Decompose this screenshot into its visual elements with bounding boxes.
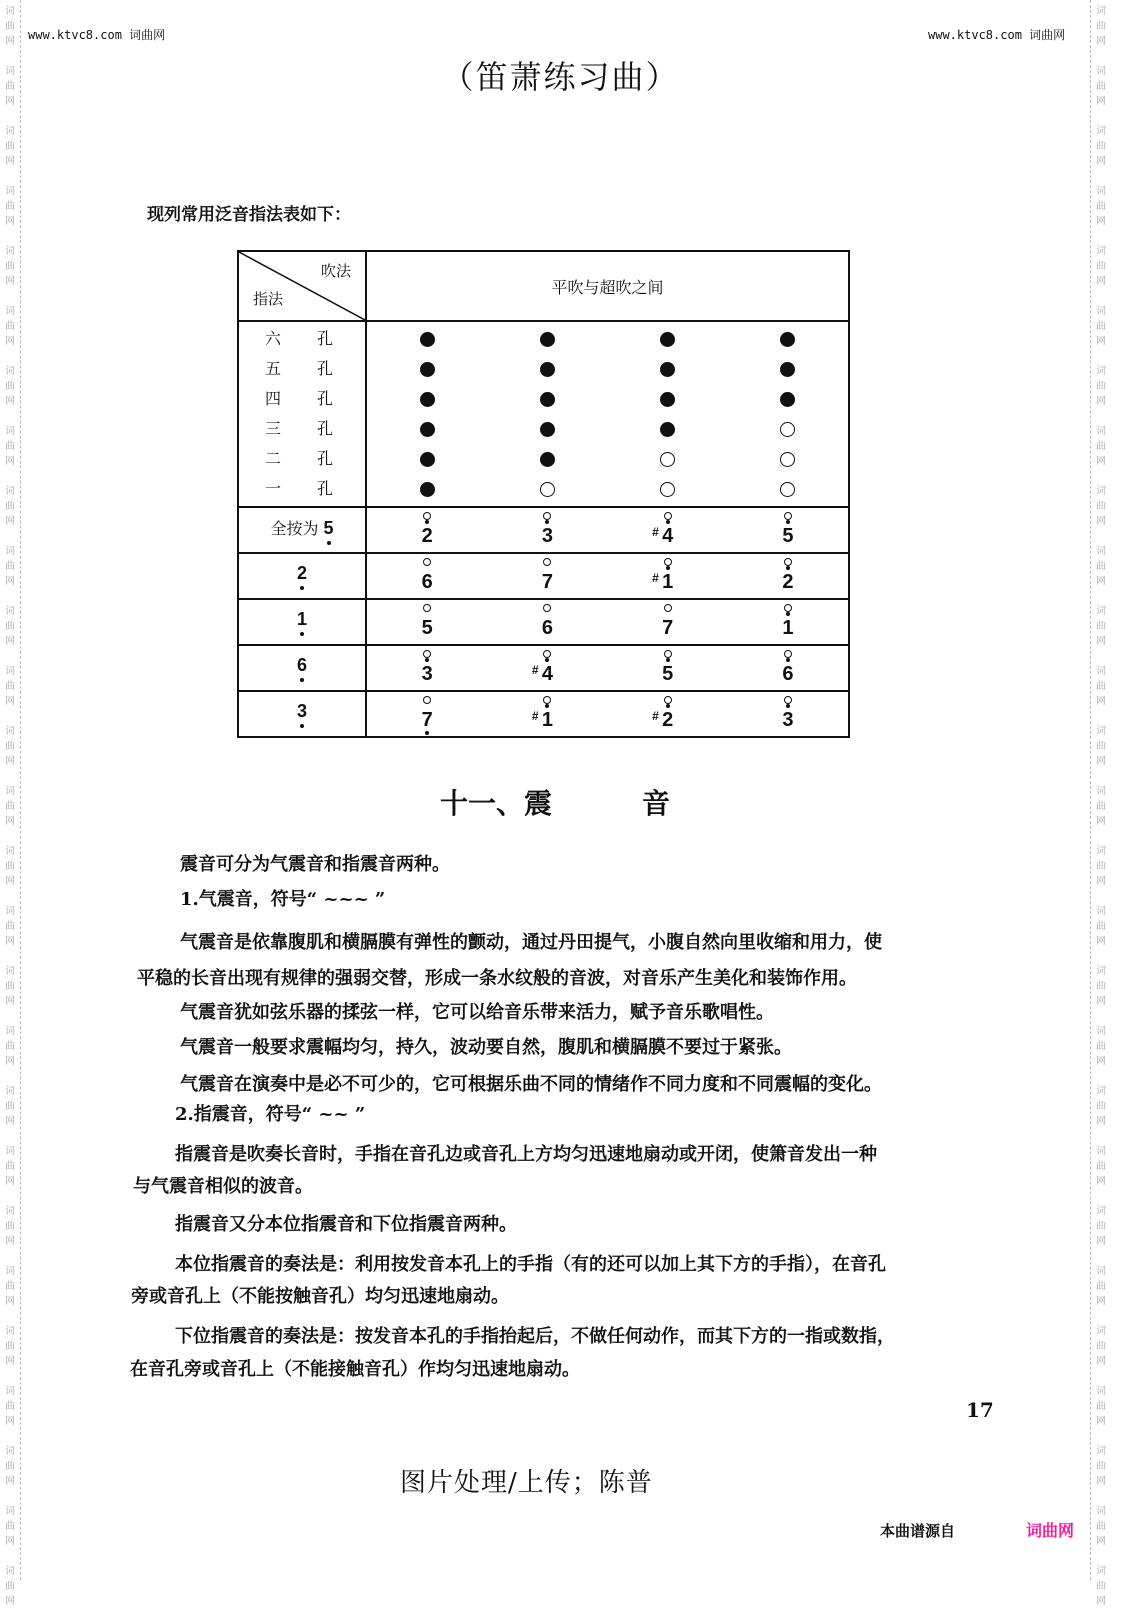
hole-suffix: 孔 xyxy=(316,449,333,468)
note-number: 2 xyxy=(421,525,433,547)
watermark-text: 词 曲 网 xyxy=(5,1086,15,1127)
harmonic-note xyxy=(487,692,607,736)
watermark-text: 词 曲 网 xyxy=(1096,546,1106,587)
open-hole-icon xyxy=(780,482,795,497)
hole-number: 六 xyxy=(265,329,282,348)
open-hole-icon xyxy=(660,452,675,467)
right-margin-watermark xyxy=(1090,0,1111,1607)
intro-text: 现列常用泛音指法表如下： xyxy=(147,205,351,225)
harmonic-note xyxy=(367,600,487,644)
credit-line: 图片处理/上传；陈普 xyxy=(400,1468,653,1498)
harmonic-circle-icon xyxy=(784,604,792,612)
watermark-text: 词 曲 网 xyxy=(5,246,15,287)
harmonic-note xyxy=(728,646,848,690)
hole-cell xyxy=(367,474,487,504)
harmonic-circle-icon xyxy=(423,696,431,704)
octave-dot-icon xyxy=(666,704,670,708)
harmonic-note xyxy=(487,646,607,690)
hole-cell xyxy=(608,354,728,384)
hole-suffix: 孔 xyxy=(316,479,333,498)
hole-label xyxy=(239,414,365,444)
watermark-text: 词 曲 网 xyxy=(5,1506,15,1547)
note-number: 3 xyxy=(421,663,433,685)
octave-dot-icon xyxy=(425,520,429,524)
note-number: 1 xyxy=(541,709,553,731)
label-note: 2 xyxy=(296,562,307,583)
paragraph-line: 与气震音相似的波音。 xyxy=(133,1176,313,1197)
watermark-text: 词 曲 网 xyxy=(1096,906,1106,947)
note-number: 7 xyxy=(541,571,553,593)
paragraph-line: 2.指震音，符号“ ~~ ” xyxy=(175,1104,366,1125)
open-hole-icon xyxy=(780,452,795,467)
hole-cell xyxy=(728,324,848,354)
watermark-text: 词 曲 网 xyxy=(5,126,15,167)
corner-top-label: 吹法 xyxy=(320,262,351,280)
watermark-text: 词 曲 网 xyxy=(1096,726,1106,767)
paragraph-line: 气震音在演奏中是必不可少的，它可根据乐曲不同的情绪作不同力度和不同震幅的变化。 xyxy=(180,1074,882,1095)
watermark-text: 词 曲 网 xyxy=(1096,1386,1106,1427)
note-number: 6 xyxy=(782,663,794,685)
harmonic-circle-icon xyxy=(423,650,431,658)
hole-suffix: 孔 xyxy=(316,329,333,348)
note-row xyxy=(238,645,849,691)
closed-hole-icon xyxy=(420,392,435,407)
harmonic-circle-icon xyxy=(543,512,551,520)
watermark-text: 词 曲 网 xyxy=(1096,426,1106,467)
hole-suffix: 孔 xyxy=(316,419,333,438)
note-number: 3 xyxy=(782,709,794,731)
closed-hole-icon xyxy=(540,362,555,377)
octave-dot-icon xyxy=(545,520,549,524)
note-row xyxy=(238,507,849,553)
octave-dot-icon xyxy=(786,704,790,708)
closed-hole-icon xyxy=(420,332,435,347)
watermark-text: 词 曲 网 xyxy=(5,1326,15,1367)
note-number: 5 xyxy=(421,617,433,639)
watermark-text: 词 曲 网 xyxy=(5,1026,15,1067)
harmonic-note xyxy=(728,692,848,736)
harmonic-circle-icon xyxy=(543,558,551,566)
watermark-text: 词 曲 网 xyxy=(5,846,15,887)
watermark-text: 词 曲 网 xyxy=(1096,1326,1106,1367)
hole-suffix: 孔 xyxy=(316,389,333,408)
source-label: 本曲谱源自 xyxy=(880,1522,956,1540)
hole-cell xyxy=(608,414,728,444)
closed-hole-icon xyxy=(660,332,675,347)
harmonic-note xyxy=(367,554,487,598)
hole-cell xyxy=(367,354,487,384)
paragraph-line: 本位指震音的奏法是：利用按发音本孔上的手指（有的还可以加上其下方的手指），在音孔 xyxy=(175,1254,886,1275)
hole-cell xyxy=(728,354,848,384)
hole-cell xyxy=(487,384,607,414)
fingering-label xyxy=(238,599,366,645)
watermark-text: 词 曲 网 xyxy=(1096,1506,1106,1547)
watermark-text: 词 曲 网 xyxy=(1096,6,1106,47)
harmonic-note xyxy=(367,646,487,690)
closed-hole-icon xyxy=(540,392,555,407)
octave-dot-icon xyxy=(300,678,304,682)
closed-hole-icon xyxy=(420,422,435,437)
paragraph-line: 气震音犹如弦乐器的揉弦一样，它可以给音乐带来活力，赋予音乐歌唱性。 xyxy=(180,1002,774,1023)
sharp-sign: # xyxy=(652,525,659,539)
harmonic-circle-icon xyxy=(543,604,551,612)
closed-hole-icon xyxy=(420,452,435,467)
note-number: 7 xyxy=(421,709,433,731)
label-note: 5 xyxy=(323,517,334,538)
harmonic-note xyxy=(487,554,607,598)
watermark-text: 词 曲 网 xyxy=(1096,1566,1106,1607)
watermark-text: 词 曲 网 xyxy=(1096,126,1106,167)
label-note: 6 xyxy=(296,654,307,675)
watermark-text: 词 曲 网 xyxy=(1096,246,1106,287)
octave-dot-icon xyxy=(545,704,549,708)
closed-hole-icon xyxy=(780,392,795,407)
section-heading xyxy=(440,782,760,822)
harmonic-note xyxy=(367,508,487,552)
hole-cell xyxy=(728,444,848,474)
watermark-text: 词 曲 网 xyxy=(1096,186,1106,227)
harmonic-circle-icon xyxy=(664,650,672,658)
harmonic-circle-icon xyxy=(784,558,792,566)
watermark-text: 词 曲 网 xyxy=(1096,1206,1106,1247)
watermark-text: 词 曲 网 xyxy=(1096,66,1106,107)
watermark-text: 词 曲 网 xyxy=(5,1206,15,1247)
harmonic-note xyxy=(367,692,487,736)
fingering-label xyxy=(238,507,366,553)
hole-cell xyxy=(487,324,607,354)
watermark-text: 词 曲 网 xyxy=(1096,786,1106,827)
harmonic-note xyxy=(608,508,728,552)
octave-dot-icon xyxy=(786,566,790,570)
harmonic-fingering-table xyxy=(237,250,850,738)
harmonic-circle-icon xyxy=(784,650,792,658)
page-title: （笛萧练习曲） xyxy=(441,58,680,96)
harmonic-circle-icon xyxy=(543,696,551,704)
watermark-text: 词 曲 网 xyxy=(1096,846,1106,887)
octave-dot-icon xyxy=(545,658,549,662)
section-number: 十一、震 xyxy=(440,787,553,820)
hole-number: 三 xyxy=(265,419,282,438)
closed-hole-icon xyxy=(540,422,555,437)
octave-dot-icon xyxy=(786,612,790,616)
hole-labels xyxy=(238,321,366,507)
watermark-text: 词 曲 网 xyxy=(1096,1146,1106,1187)
hole-cell xyxy=(367,414,487,444)
note-number: 3 xyxy=(541,525,553,547)
note-number: 5 xyxy=(782,525,794,547)
hole-label xyxy=(239,474,365,504)
watermark-text: 词 曲 网 xyxy=(5,1566,15,1607)
label-note: 3 xyxy=(296,700,307,721)
octave-dot-icon xyxy=(300,586,304,590)
note-number: 4 xyxy=(662,525,674,547)
hole-cell xyxy=(608,384,728,414)
watermark-text: 词 曲 网 xyxy=(5,546,15,587)
label-prefix: 全按为 xyxy=(270,518,319,538)
section-word: 音 xyxy=(642,787,671,820)
harmonic-circle-icon xyxy=(784,512,792,520)
watermark-text: 词 曲 网 xyxy=(5,906,15,947)
hole-number: 五 xyxy=(265,359,282,378)
sharp-sign: # xyxy=(652,571,659,585)
site-header-right: www.ktvc8.com 词曲网 xyxy=(928,28,1066,42)
harmonic-circle-icon xyxy=(664,604,672,612)
paragraph-line: 1.气震音，符号“ ~~~ ” xyxy=(180,889,386,910)
harmonic-note xyxy=(608,692,728,736)
paragraph-line: 平稳的长音出现有规律的强弱交替，形成一条水纹般的音波，对音乐产生美化和装饰作用。 xyxy=(137,968,857,989)
hole-cell xyxy=(487,354,607,384)
harmonic-circle-icon xyxy=(664,558,672,566)
page-number: 17 xyxy=(966,1398,994,1422)
closed-hole-icon xyxy=(540,452,555,467)
sharp-sign: # xyxy=(652,709,659,723)
octave-dot-icon xyxy=(300,724,304,728)
label-note: 1 xyxy=(296,608,307,629)
hole-cell xyxy=(608,444,728,474)
note-number: 7 xyxy=(662,617,674,639)
watermark-text: 词 曲 网 xyxy=(5,1266,15,1307)
closed-hole-icon xyxy=(660,362,675,377)
watermark-text: 词 曲 网 xyxy=(1096,1086,1106,1127)
open-hole-icon xyxy=(540,482,555,497)
hole-cell xyxy=(367,384,487,414)
octave-dot-icon xyxy=(425,658,429,662)
watermark-text: 词 曲 网 xyxy=(5,1446,15,1487)
hole-number: 二 xyxy=(265,449,282,468)
hole-cell xyxy=(487,414,607,444)
note-number: 1 xyxy=(782,617,794,639)
harmonic-circle-icon xyxy=(423,604,431,612)
sharp-sign: # xyxy=(531,709,539,723)
harmonic-note xyxy=(487,600,607,644)
hole-number: 四 xyxy=(265,389,282,408)
sharp-sign: # xyxy=(531,663,539,677)
hole-label xyxy=(239,324,365,354)
harmonic-note xyxy=(487,508,607,552)
paragraph-line: 旁或音孔上（不能按触音孔）均匀迅速地扇动。 xyxy=(131,1286,509,1307)
watermark-text: 词 曲 网 xyxy=(5,966,15,1007)
watermark-text: 词 曲 网 xyxy=(1096,1266,1106,1307)
open-hole-icon xyxy=(780,422,795,437)
octave-dot-icon xyxy=(666,520,670,524)
harmonic-circle-icon xyxy=(543,650,551,658)
watermark-text: 词 曲 网 xyxy=(5,6,15,47)
paragraph-line: 下位指震音的奏法是：按发音本孔的手指抬起后，不做任何动作，而其下方的一指或数指， xyxy=(175,1326,895,1347)
open-hole-icon xyxy=(660,482,675,497)
hole-cell xyxy=(608,324,728,354)
harmonic-circle-icon xyxy=(664,512,672,520)
harmonic-note xyxy=(608,554,728,598)
note-row xyxy=(238,553,849,599)
paragraph-line: 气震音是依靠腹肌和横膈膜有弹性的颤动，通过丹田提气，小腹自然向里收缩和用力，使 xyxy=(180,932,882,953)
watermark-text: 词 曲 网 xyxy=(1096,366,1106,407)
harmonic-note xyxy=(728,600,848,644)
left-margin-watermark xyxy=(0,0,21,1607)
note-number: 1 xyxy=(662,571,674,593)
harmonic-circle-icon xyxy=(664,696,672,704)
watermark-text: 词 曲 网 xyxy=(1096,1026,1106,1067)
note-number: 6 xyxy=(541,617,553,639)
hole-cell xyxy=(608,474,728,504)
watermark-text: 词 曲 网 xyxy=(5,66,15,107)
watermark-text: 词 曲 网 xyxy=(5,186,15,227)
hole-cell xyxy=(367,324,487,354)
hole-cell xyxy=(487,444,607,474)
watermark-text: 词 曲 网 xyxy=(1096,486,1106,527)
paragraph-line: 在音孔旁或音孔上（不能接触音孔）作均匀迅速地扇动。 xyxy=(130,1359,580,1380)
closed-hole-icon xyxy=(780,362,795,377)
harmonic-note xyxy=(728,508,848,552)
table-header: 平吹与超吹之间 xyxy=(366,251,849,321)
hole-number: 一 xyxy=(265,479,282,498)
harmonic-circle-icon xyxy=(423,512,431,520)
hole-states xyxy=(366,321,849,507)
fingering-label xyxy=(238,553,366,599)
watermark-text: 词 曲 网 xyxy=(5,666,15,707)
note-row xyxy=(238,691,849,737)
harmonic-note xyxy=(608,600,728,644)
paragraph-line: 气震音一般要求震幅均匀，持久，波动要自然，腹肌和横膈膜不要过于紧张。 xyxy=(180,1037,792,1058)
harmonic-circle-icon xyxy=(784,696,792,704)
closed-hole-icon xyxy=(780,332,795,347)
closed-hole-icon xyxy=(660,422,675,437)
hole-suffix: 孔 xyxy=(316,359,333,378)
corner-bottom-label: 指法 xyxy=(253,290,284,308)
fingering-label xyxy=(238,645,366,691)
paragraph-line: 指震音又分本位指震音和下位指震音两种。 xyxy=(175,1214,517,1235)
closed-hole-icon xyxy=(420,482,435,497)
octave-dot-icon xyxy=(786,658,790,662)
harmonic-note xyxy=(728,554,848,598)
fingering-label xyxy=(238,691,366,737)
paragraph-line: 震音可分为气震音和指震音两种。 xyxy=(180,854,450,875)
hole-cell xyxy=(728,414,848,444)
watermark-text: 词 曲 网 xyxy=(1096,966,1106,1007)
watermark-text: 词 曲 网 xyxy=(5,1146,15,1187)
closed-hole-icon xyxy=(540,332,555,347)
watermark-text: 词 曲 网 xyxy=(5,1386,15,1427)
watermark-text: 词 曲 网 xyxy=(1096,1446,1106,1487)
watermark-text: 词 曲 网 xyxy=(1096,306,1106,347)
harmonic-circle-icon xyxy=(423,558,431,566)
note-number: 4 xyxy=(541,663,553,685)
hole-cell xyxy=(728,474,848,504)
octave-dot-icon xyxy=(300,632,304,636)
octave-dot-icon xyxy=(425,731,429,735)
watermark-text: 词 曲 网 xyxy=(5,306,15,347)
brand-logo-text[interactable]: 词曲网 xyxy=(1026,1521,1075,1540)
hole-label xyxy=(239,384,365,414)
hole-label xyxy=(239,354,365,384)
watermark-text: 词 曲 网 xyxy=(1096,606,1106,647)
octave-dot-icon xyxy=(666,566,670,570)
octave-dot-icon xyxy=(327,541,331,545)
octave-dot-icon xyxy=(666,658,670,662)
hole-cell xyxy=(367,444,487,474)
note-number: 6 xyxy=(421,571,433,593)
watermark-text: 词 曲 网 xyxy=(5,426,15,467)
harmonic-note xyxy=(608,646,728,690)
watermark-text: 词 曲 网 xyxy=(5,366,15,407)
closed-hole-icon xyxy=(660,392,675,407)
hole-label xyxy=(239,444,365,474)
octave-dot-icon xyxy=(786,520,790,524)
note-number: 5 xyxy=(662,663,674,685)
closed-hole-icon xyxy=(420,362,435,377)
watermark-text: 词 曲 网 xyxy=(5,786,15,827)
note-row xyxy=(238,599,849,645)
watermark-text: 词 曲 网 xyxy=(1096,666,1106,707)
watermark-text: 词 曲 网 xyxy=(5,606,15,647)
hole-cell xyxy=(728,384,848,414)
paragraph-line: 指震音是吹奏长音时，手指在音孔边或音孔上方均匀迅速地扇动或开闭，使箫音发出一种 xyxy=(175,1144,877,1165)
note-number: 2 xyxy=(782,571,794,593)
hole-cell xyxy=(487,474,607,504)
watermark-text: 词 曲 网 xyxy=(5,726,15,767)
table-corner-cell xyxy=(238,251,366,321)
site-header-left: www.ktvc8.com 词曲网 xyxy=(28,28,166,42)
note-number: 2 xyxy=(662,709,674,731)
watermark-text: 词 曲 网 xyxy=(5,486,15,527)
